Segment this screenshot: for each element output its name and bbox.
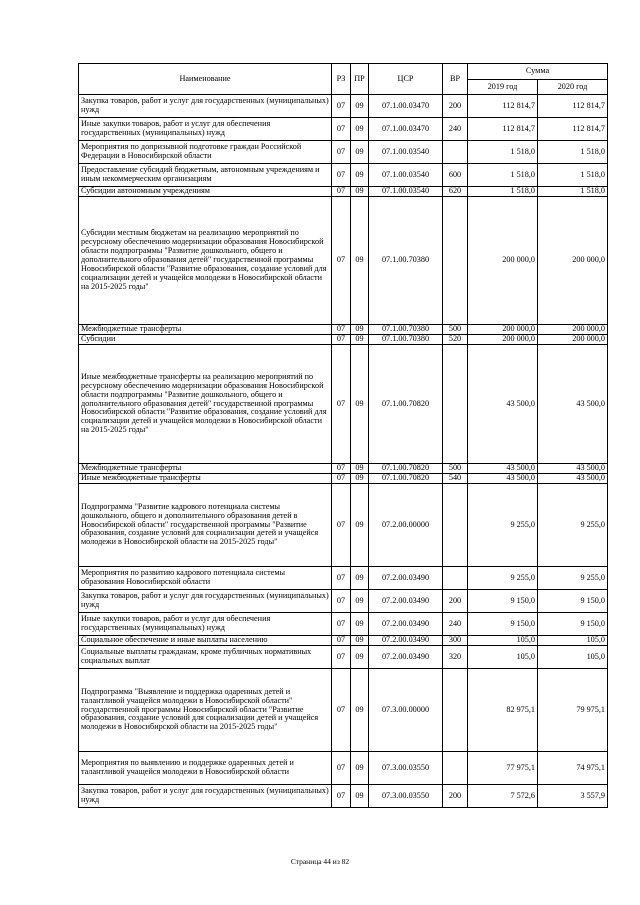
row-rz-cell: 07 — [332, 590, 351, 613]
row-sum-2019-cell: 112 814,7 — [468, 95, 538, 118]
row-sum-2020-cell: 9 150,0 — [538, 590, 608, 613]
row-sum-2019-cell: 43 500,0 — [468, 464, 538, 474]
row-csr-cell: 07.1.00.70380 — [369, 197, 443, 325]
header-sum: Сумма — [468, 64, 608, 80]
row-pr-cell: 09 — [351, 752, 369, 785]
row-csr-cell: 07.3.00.03550 — [369, 785, 443, 808]
table-body — [79, 95, 608, 808]
row-pr-cell: 09 — [351, 335, 369, 345]
row-vr-cell — [443, 197, 468, 325]
row-vr-cell: 240 — [443, 613, 468, 636]
row-name-cell: Социальное обеспечение и иные выплаты населению — [79, 636, 332, 646]
row-csr-cell: 07.1.00.03540 — [369, 187, 443, 197]
row-pr-cell: 09 — [351, 118, 369, 141]
table-row — [79, 669, 608, 752]
row-csr-cell: 07.1.00.70380 — [369, 335, 443, 345]
row-vr-cell: 240 — [443, 118, 468, 141]
row-vr-cell — [443, 669, 468, 752]
row-pr-cell: 09 — [351, 345, 369, 464]
row-name-cell: Иные закупки товаров, работ и услуг для обеспечения государственных (муниципальных) нужд — [79, 613, 332, 636]
row-sum-2020-cell: 112 814,7 — [538, 118, 608, 141]
row-csr-cell: 07.1.00.70820 — [369, 474, 443, 484]
row-name-cell: Мероприятия по развитию кадрового потенциала системы образования Новосибирской области — [79, 567, 332, 590]
row-rz-cell: 07 — [332, 752, 351, 785]
row-rz-cell: 07 — [332, 464, 351, 474]
row-sum-2020-cell: 200 000,0 — [538, 325, 608, 335]
row-rz-cell: 07 — [332, 118, 351, 141]
row-pr-cell: 09 — [351, 164, 369, 187]
row-csr-cell: 07.1.00.03470 — [369, 118, 443, 141]
row-csr-cell: 07.2.00.03490 — [369, 567, 443, 590]
table-row — [79, 95, 608, 118]
header-rz: РЗ — [332, 64, 351, 95]
row-name-cell: Социальные выплаты гражданам, кроме публичных нормативных социальных выплат — [79, 646, 332, 669]
table-row — [79, 187, 608, 197]
row-sum-2019-cell: 7 572,6 — [468, 785, 538, 808]
row-name-cell: Иные межбюджетные трансферты — [79, 474, 332, 484]
row-csr-cell: 07.1.00.70820 — [369, 464, 443, 474]
row-name-cell: Предоставление субсидий бюджетным, автономным учреждениям и иным некоммерческим организациям — [79, 164, 332, 187]
row-name-cell: Закупка товаров, работ и услуг для государственных (муниципальных) нужд — [79, 95, 332, 118]
header-year-2019: 2019 год — [468, 80, 538, 95]
table-row — [79, 474, 608, 484]
row-sum-2019-cell: 43 500,0 — [468, 345, 538, 464]
table-row — [79, 141, 608, 164]
row-vr-cell: 200 — [443, 590, 468, 613]
table-row — [79, 785, 608, 808]
row-sum-2020-cell: 43 500,0 — [538, 474, 608, 484]
table-row — [79, 752, 608, 785]
row-vr-cell: 520 — [443, 335, 468, 345]
row-sum-2020-cell: 1 518,0 — [538, 187, 608, 197]
row-pr-cell: 09 — [351, 785, 369, 808]
table-header — [79, 64, 608, 95]
row-name-cell: Закупка товаров, работ и услуг для государственных (муниципальных) нужд — [79, 785, 332, 808]
row-name-cell: Мероприятия по допризывной подготовке граждан Российской Федерации в Новосибирской области — [79, 141, 332, 164]
header-vr: ВР — [443, 64, 468, 95]
row-sum-2020-cell: 74 975,1 — [538, 752, 608, 785]
row-rz-cell: 07 — [332, 345, 351, 464]
table-row — [79, 197, 608, 325]
row-pr-cell: 09 — [351, 636, 369, 646]
row-csr-cell: 07.2.00.00000 — [369, 484, 443, 567]
row-sum-2019-cell: 105,0 — [468, 636, 538, 646]
row-vr-cell: 500 — [443, 325, 468, 335]
row-name-cell: Субсидии местным бюджетам на реализацию мероприятий по ресурсному обеспечению модернизации образования Новосибирской области подпрограммы "Развитие дошкольного, общего и дополнительного образования детей" государственной программы Новосибирской области "Развитие образования, создание условий для социализации детей и учащейся молодежи в Новосибирской области на 2015-2025 годы" — [79, 197, 332, 325]
row-sum-2019-cell: 1 518,0 — [468, 164, 538, 187]
row-csr-cell: 07.1.00.70820 — [369, 345, 443, 464]
row-sum-2019-cell: 9 255,0 — [468, 567, 538, 590]
row-sum-2019-cell: 105,0 — [468, 646, 538, 669]
row-sum-2019-cell: 200 000,0 — [468, 325, 538, 335]
table-row — [79, 484, 608, 567]
header-name: Наименование — [79, 64, 332, 95]
row-rz-cell: 07 — [332, 567, 351, 590]
row-name-cell: Подпрограмма "Развитие кадрового потенциала системы дошкольного, общего и дополнительного образования детей в Новосибирской области" государственной программы "Развитие образования, создание условий для социализации детей и учащейся молодежи в Новосибирской области на 2015-2025 годы" — [79, 484, 332, 567]
row-name-cell: Иные межбюджетные трансферты на реализацию мероприятий по ресурсному обеспечению модернизации образования Новосибирской области подпрограммы "Развитие дошкольного, общего и дополнительного образования детей" государственной программы Новосибирской области "Развитие образования, создание условий для социализации детей и учащейся молодежи в Новосибирской области на 2015-2025 годы" — [79, 345, 332, 464]
row-sum-2019-cell: 9 150,0 — [468, 613, 538, 636]
row-pr-cell: 09 — [351, 669, 369, 752]
page-number: Страница 44 из 82 — [290, 857, 350, 866]
row-sum-2020-cell: 43 500,0 — [538, 464, 608, 474]
row-sum-2020-cell: 1 518,0 — [538, 141, 608, 164]
table-row — [79, 325, 608, 335]
row-rz-cell: 07 — [332, 613, 351, 636]
row-csr-cell: 07.2.00.03490 — [369, 636, 443, 646]
row-sum-2020-cell: 1 518,0 — [538, 164, 608, 187]
row-vr-cell: 200 — [443, 95, 468, 118]
row-vr-cell: 200 — [443, 785, 468, 808]
row-rz-cell: 07 — [332, 187, 351, 197]
table-row — [79, 345, 608, 464]
table-row — [79, 636, 608, 646]
row-sum-2020-cell: 79 975,1 — [538, 669, 608, 752]
row-pr-cell: 09 — [351, 567, 369, 590]
row-vr-cell — [443, 484, 468, 567]
row-sum-2019-cell: 1 518,0 — [468, 187, 538, 197]
row-sum-2020-cell: 112 814,7 — [538, 95, 608, 118]
row-rz-cell: 07 — [332, 95, 351, 118]
row-rz-cell: 07 — [332, 164, 351, 187]
row-pr-cell: 09 — [351, 141, 369, 164]
row-rz-cell: 07 — [332, 785, 351, 808]
row-sum-2020-cell: 200 000,0 — [538, 197, 608, 325]
row-rz-cell: 07 — [332, 474, 351, 484]
row-csr-cell: 07.2.00.03490 — [369, 646, 443, 669]
row-sum-2019-cell: 1 518,0 — [468, 141, 538, 164]
row-csr-cell: 07.1.00.03470 — [369, 95, 443, 118]
row-name-cell: Закупка товаров, работ и услуг для государственных (муниципальных) нужд — [79, 590, 332, 613]
table-row — [79, 590, 608, 613]
row-csr-cell: 07.3.00.03550 — [369, 752, 443, 785]
row-sum-2020-cell: 105,0 — [538, 636, 608, 646]
row-rz-cell: 07 — [332, 669, 351, 752]
row-sum-2019-cell: 112 814,7 — [468, 118, 538, 141]
row-rz-cell: 07 — [332, 141, 351, 164]
row-sum-2020-cell: 9 150,0 — [538, 613, 608, 636]
row-pr-cell: 09 — [351, 325, 369, 335]
row-sum-2019-cell: 9 255,0 — [468, 484, 538, 567]
row-sum-2020-cell: 200 000,0 — [538, 335, 608, 345]
row-name-cell: Мероприятия по выявлению и поддержке одаренных детей и талантливой учащейся молодежи в Новосибирской области — [79, 752, 332, 785]
header-pr: ПР — [351, 64, 369, 95]
row-pr-cell: 09 — [351, 590, 369, 613]
row-rz-cell: 07 — [332, 646, 351, 669]
row-sum-2020-cell: 105,0 — [538, 646, 608, 669]
row-sum-2019-cell: 43 500,0 — [468, 474, 538, 484]
row-vr-cell: 500 — [443, 464, 468, 474]
row-csr-cell: 07.3.00.00000 — [369, 669, 443, 752]
row-rz-cell: 07 — [332, 484, 351, 567]
row-sum-2019-cell: 77 975,1 — [468, 752, 538, 785]
row-rz-cell: 07 — [332, 197, 351, 325]
header-csr: ЦСР — [369, 64, 443, 95]
row-sum-2020-cell: 9 255,0 — [538, 567, 608, 590]
row-csr-cell: 07.2.00.03490 — [369, 590, 443, 613]
row-csr-cell: 07.2.00.03490 — [369, 613, 443, 636]
row-name-cell: Субсидии — [79, 335, 332, 345]
row-rz-cell: 07 — [332, 636, 351, 646]
row-sum-2020-cell: 9 255,0 — [538, 484, 608, 567]
row-vr-cell: 300 — [443, 636, 468, 646]
table-row — [79, 118, 608, 141]
table-row — [79, 567, 608, 590]
row-vr-cell: 600 — [443, 164, 468, 187]
row-name-cell: Межбюджетные трансферты — [79, 325, 332, 335]
row-vr-cell — [443, 567, 468, 590]
row-name-cell: Субсидии автономным учреждениям — [79, 187, 332, 197]
row-csr-cell: 07.1.00.03540 — [369, 164, 443, 187]
table-row — [79, 335, 608, 345]
row-pr-cell: 09 — [351, 484, 369, 567]
header-year-2020: 2020 год — [538, 80, 608, 95]
row-pr-cell: 09 — [351, 464, 369, 474]
row-pr-cell: 09 — [351, 474, 369, 484]
row-sum-2019-cell: 82 975,1 — [468, 669, 538, 752]
row-pr-cell: 09 — [351, 613, 369, 636]
row-csr-cell: 07.1.00.70380 — [369, 325, 443, 335]
row-sum-2020-cell: 3 557,9 — [538, 785, 608, 808]
budget-table — [78, 63, 608, 808]
row-rz-cell: 07 — [332, 335, 351, 345]
row-name-cell: Иные закупки товаров, работ и услуг для обеспечения государственных (муниципальных) нужд — [79, 118, 332, 141]
row-sum-2019-cell: 200 000,0 — [468, 197, 538, 325]
row-csr-cell: 07.1.00.03540 — [369, 141, 443, 164]
table-row — [79, 464, 608, 474]
row-vr-cell — [443, 345, 468, 464]
table-row — [79, 613, 608, 636]
table-row — [79, 646, 608, 669]
row-vr-cell: 320 — [443, 646, 468, 669]
row-vr-cell: 620 — [443, 187, 468, 197]
row-sum-2019-cell: 200 000,0 — [468, 335, 538, 345]
row-vr-cell — [443, 141, 468, 164]
table-row — [79, 164, 608, 187]
row-name-cell: Межбюджетные трансферты — [79, 464, 332, 474]
row-vr-cell: 540 — [443, 474, 468, 484]
row-pr-cell: 09 — [351, 187, 369, 197]
row-vr-cell — [443, 752, 468, 785]
row-pr-cell: 09 — [351, 646, 369, 669]
row-pr-cell: 09 — [351, 197, 369, 325]
row-pr-cell: 09 — [351, 95, 369, 118]
row-sum-2020-cell: 43 500,0 — [538, 345, 608, 464]
row-sum-2019-cell: 9 150,0 — [468, 590, 538, 613]
row-rz-cell: 07 — [332, 325, 351, 335]
row-name-cell: Подпрограмма "Выявление и поддержка одаренных детей и талантливой учащейся молодежи в Новосибирской области" государственной программы Новосибирской области "Развитие образования, создание условий для социализации детей и учащейся молодежи в Новосибирской области на 2015-2025 годы" — [79, 669, 332, 752]
